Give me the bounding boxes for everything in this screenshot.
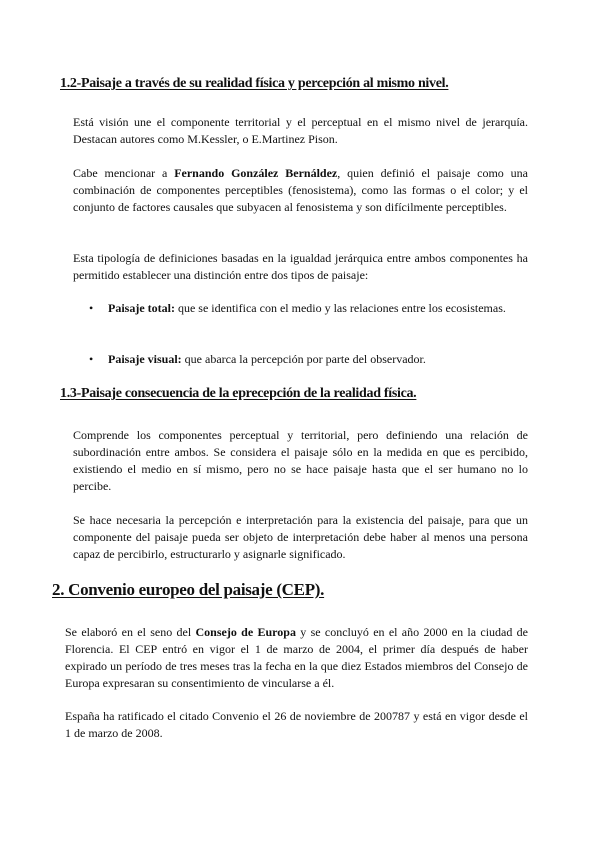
bullet-item-paisaje-total xyxy=(89,300,528,317)
section-2-paragraph-2: España ha ratificado el citado Convenio el 26 de noviembre de 200787 y está en vigor desde el 1 de marzo de 2008. xyxy=(65,709,528,740)
section-2-paragraph-1 xyxy=(65,624,528,692)
bullet-text: que se identifica con el medio y las relaciones entre los ecosistemas. xyxy=(174,301,506,315)
section-1-3-heading: 1.3-Paisaje consecuencia de la eprecepción de la realidad física. xyxy=(60,386,417,401)
paragraph-text: Cabe mencionar a xyxy=(73,166,175,180)
section-2-heading: 2. Convenio europeo del paisaje (CEP). xyxy=(52,580,325,599)
bullet-dot-icon: • xyxy=(89,352,94,366)
bullet-text: que abarca la percepción por parte del observador. xyxy=(181,352,426,366)
section-1-3-paragraph-1: Comprende los componentes perceptual y territorial, pero definiendo una relación de subordinación entre ambos. Se considera el paisaje sólo en la medida en que es percibido, existiendo el medio en sí mismo, pero no se hace paisaje hasta que el ser humano no lo percibe. xyxy=(73,428,528,493)
bullet-term: Paisaje visual: xyxy=(108,352,182,366)
organization-name-bold: Consejo de Europa xyxy=(195,625,296,639)
paragraph-text: Se elaboró en el seno del xyxy=(65,625,196,639)
paragraph-text: , quien definió el paisaje como una combinación de componentes perceptibles (fenosistema), como las formas o el color; y el conjunto de factores causales que subyacen al fenosistema y son difícilmente perceptibles. xyxy=(73,166,528,214)
bullet-term: Paisaje total: xyxy=(108,301,175,315)
bullet-item-paisaje-visual xyxy=(89,351,528,368)
bullet-dot-icon: • xyxy=(89,301,94,315)
section-1-2-heading: 1.2-Paisaje a través de su realidad física y percepción al mismo nivel. xyxy=(60,76,449,91)
section-1-2-paragraph-1: Está visión une el componente territorial y el perceptual en el mismo nivel de jerarquía. Destacan autores como M.Kessler, o E.Martinez Pison. xyxy=(73,115,528,146)
section-1-2-paragraph-3: Esta tipología de definiciones basadas en la igualdad jerárquica entre ambos componentes ha permitido establecer una distinción entre dos tipos de paisaje: xyxy=(73,251,528,282)
author-name-bold: Fernando González Bernáldez xyxy=(174,166,338,180)
section-1-2-paragraph-2 xyxy=(73,165,528,216)
paragraph-text: y se concluyó en el año 2000 en la ciudad de Florencia. El CEP entró en vigor el 1 de marzo de 2004, el primer día después de haber expirado un período de tres meses tras la fecha en la que diez Estados miembros del Consejo de Europa expresaran su consentimiento de vincularse a él. xyxy=(65,625,529,690)
section-1-3-paragraph-2: Se hace necesaria la percepción e interpretación para la existencia del paisaje, para que un componente del paisaje pueda ser objeto de interpretación debe haber al menos una persona capaz de percibirlo, estructurarlo y asignarle significado. xyxy=(73,513,528,561)
